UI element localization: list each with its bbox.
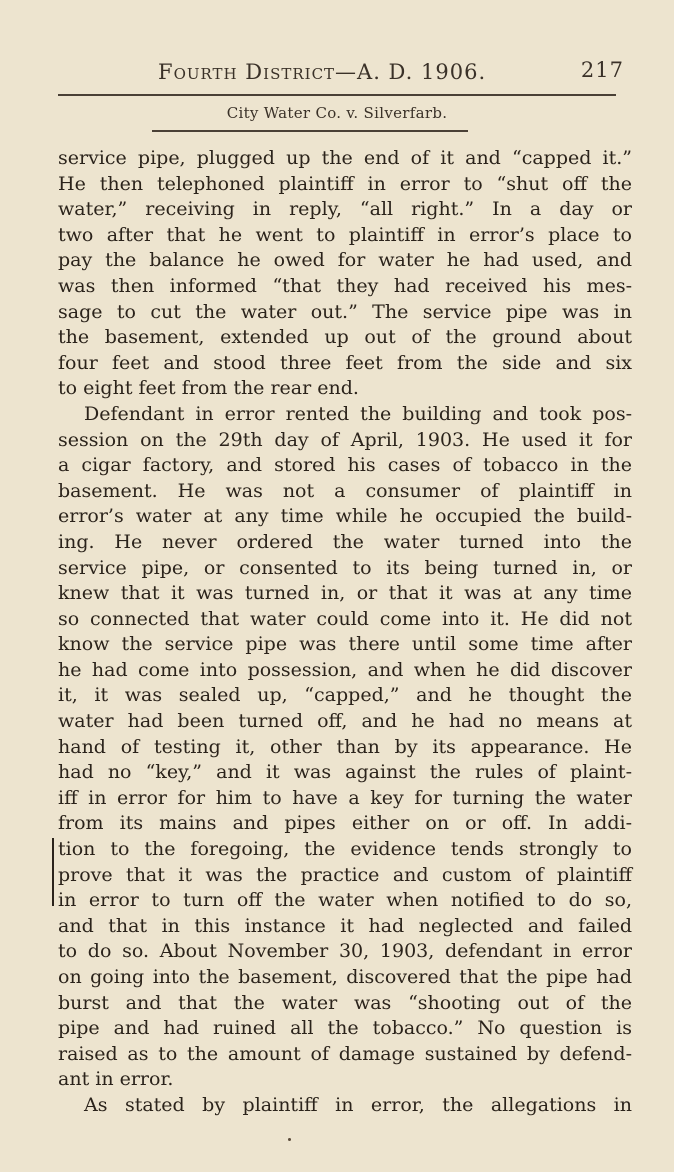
text-line: knew that it was turned in, or that it was at any time [58,582,632,605]
text-line: and that in this instance it had neglected and failed [58,914,632,937]
text-line: raised as to the amount of damage sustained by defend- [58,1042,632,1065]
text-line: had no “key,” and it was against the rules of plaint- [58,761,632,784]
text-line: to eight feet from the rear end. [58,377,359,400]
text-line: two after that he went to plaintiff in error’s place to [58,223,632,246]
print-speck [288,1138,291,1141]
text-line: in error to turn off the water when notified to do so, [58,889,632,912]
text-line: service pipe, plugged up the end of it and “capped it.” [58,147,632,169]
text-line: he had come into possession, and when he did discover [58,658,632,681]
text-line: know the service pipe was there until some time after [58,633,632,656]
text-line: water had been turned off, and he had no means at [58,710,632,733]
running-title: Fourth District—A. D. 1906. [158,60,487,84]
text-line: ant in error. [58,1068,174,1091]
text-line: a cigar factory, and stored his cases of tobacco in the [58,454,632,477]
text-line: on going into the basement, discovered that the pipe had [58,966,632,988]
text-line: session on the 29th day of April, 1903. He used it for [58,428,632,451]
margin-mark [52,838,54,906]
text-line: water,” receiving in reply, “all right.” In a day or [58,198,632,221]
text-line: it, it was sealed up, “capped,” and he thought the [58,684,632,707]
text-line: hand of testing it, other than by its appearance. He [58,735,632,758]
case-title: City Water Co. v. Silverfarb. [226,104,448,122]
text-line: was then informed “that they had received his mes- [58,274,632,297]
body-text [58,146,632,1119]
text-line: service pipe, or consented to its being turned in, or [58,556,632,579]
case-title-rule [152,130,468,132]
text-line: from its mains and pipes either on or off. In addi- [58,812,632,835]
text-line: pipe and had ruined all the tobacco.” No question is [58,1017,632,1040]
text-line: pay the balance he owed for water he had used, and [58,249,632,272]
text-line: four feet and stood three feet from the side and six [58,351,632,374]
text-line: basement. He was not a consumer of plaintiff in [58,479,632,502]
text-line: prove that it was the practice and custom of plaintiff [58,863,632,886]
text-line: error’s water at any time while he occupied the build- [58,505,632,528]
text-line: so connected that water could come into it. He did not [58,607,632,630]
text-line: Defendant in error rented the building and took pos- [84,402,632,425]
text-line: He then telephoned plaintiff in error to “shut off the [58,172,632,195]
header-rule [58,94,616,96]
text-line: iff in error for him to have a key for turning the water [58,786,632,809]
text-line: sage to cut the water out.” The service pipe was in [58,300,632,323]
text-line: tion to the foregoing, the evidence tends strongly to [58,838,632,861]
text-line: the basement, extended up out of the ground about [58,326,632,349]
text-line: As stated by plaintiff in error, the allegations in [84,1093,632,1116]
text-line: ing. He never ordered the water turned into the [58,530,632,553]
text-line: burst and that the water was “shooting out of the [58,991,632,1014]
text-line: to do so. About November 30, 1903, defendant in error [58,940,632,963]
running-head [60,54,630,88]
page-number: 217 [580,58,624,82]
